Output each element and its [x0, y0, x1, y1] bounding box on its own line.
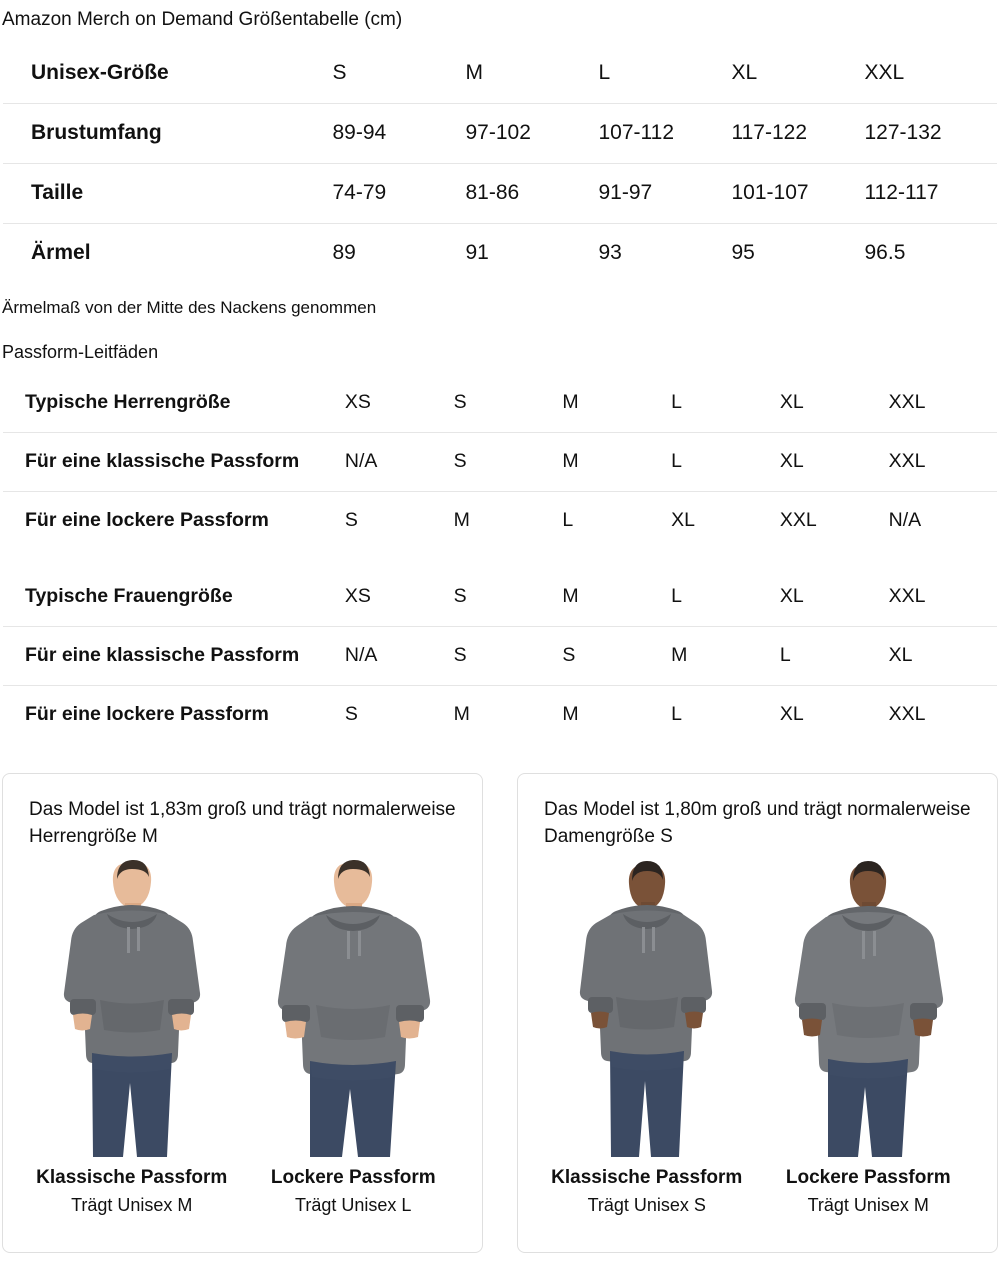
cell: S — [454, 626, 563, 685]
model-card-heading: Das Model ist 1,80m groß und trägt normalerweise Damengröße S — [544, 798, 971, 848]
table-row — [3, 43, 998, 103]
figure-label-classic — [547, 1167, 747, 1216]
cell: XL — [780, 432, 889, 491]
cell: M — [465, 61, 483, 85]
cell: S — [345, 685, 454, 744]
model-card-womens — [517, 773, 998, 1253]
model-figure-female-classic — [552, 857, 742, 1157]
cell: M — [562, 685, 671, 744]
cell: 107-112 — [599, 103, 732, 163]
row-label: Unisex-Größe — [31, 61, 169, 85]
cell: 74-79 — [333, 163, 466, 223]
cell: 93 — [599, 223, 732, 283]
cell: M — [454, 491, 563, 550]
row-label: Typische Frauengröße — [25, 585, 233, 608]
fit-name: Klassische Passform — [551, 1166, 743, 1188]
model-figure-labels — [21, 1167, 464, 1216]
cell: 127-132 — [865, 103, 998, 163]
row-label: Ärmel — [3, 223, 333, 283]
womens-fit-table — [2, 567, 998, 745]
cell: N/A — [345, 432, 454, 491]
model-card-mens — [2, 773, 483, 1253]
row-label: Für eine lockere Passform — [3, 685, 345, 744]
table-row — [3, 626, 998, 685]
table-row — [3, 432, 998, 491]
model-figure-female-relaxed — [773, 857, 963, 1157]
model-figures — [536, 857, 979, 1157]
cell: XL — [889, 626, 998, 685]
cell: M — [562, 585, 579, 608]
model-card-heading: Das Model ist 1,83m groß und trägt normalerweise Herrengröße M — [29, 798, 456, 848]
row-label: Typische Herrengröße — [25, 391, 231, 414]
cell: XS — [344, 585, 371, 608]
figure-label-relaxed — [768, 1167, 968, 1216]
row-label: Taille — [3, 163, 333, 223]
cell: XXL — [780, 491, 889, 550]
model-figures — [21, 857, 464, 1157]
cell: 95 — [732, 223, 865, 283]
cell: 117-122 — [732, 103, 865, 163]
table-row — [3, 103, 998, 163]
cell: L — [671, 432, 780, 491]
cell: S — [453, 391, 467, 414]
cell: S — [345, 491, 454, 550]
cell: M — [562, 391, 579, 414]
cell: S — [453, 585, 467, 608]
model-figure-male-relaxed — [258, 857, 448, 1157]
table-row — [3, 491, 998, 550]
model-figure-male-classic — [37, 857, 227, 1157]
row-label: Für eine lockere Passform — [3, 491, 345, 550]
table-row — [3, 163, 998, 223]
table-spacer — [0, 551, 1000, 567]
cell: XL — [779, 391, 804, 414]
page-title: Amazon Merch on Demand Größentabelle (cm) — [2, 9, 403, 30]
cell: 89-94 — [333, 103, 466, 163]
cell: XXL — [888, 585, 926, 608]
row-label: Brustumfang — [3, 103, 333, 163]
fit-wears: Trägt Unisex L — [295, 1194, 412, 1215]
cell: XL — [780, 685, 889, 744]
cell: 112-117 — [865, 163, 998, 223]
cell: XS — [344, 391, 371, 414]
cell: XXL — [888, 391, 926, 414]
cell: XXL — [864, 61, 905, 85]
figure-label-relaxed — [253, 1167, 453, 1216]
fit-wears: Trägt Unisex S — [587, 1194, 706, 1215]
row-label: Für eine klassische Passform — [3, 626, 345, 685]
cell: S — [454, 432, 563, 491]
cell: M — [454, 685, 563, 744]
cell: L — [671, 391, 683, 414]
cell: XL — [671, 491, 780, 550]
model-figure-labels — [536, 1167, 979, 1216]
table-row — [3, 685, 998, 744]
cell: 91 — [466, 223, 599, 283]
fit-wears: Trägt Unisex M — [71, 1194, 193, 1215]
unisex-size-table — [2, 43, 998, 284]
cell: L — [562, 491, 671, 550]
fit-name: Klassische Passform — [36, 1166, 228, 1188]
cell: L — [598, 61, 611, 85]
fit-name: Lockere Passform — [785, 1166, 951, 1188]
cell: M — [562, 432, 671, 491]
cell: 96.5 — [865, 223, 998, 283]
cell: 91-97 — [599, 163, 732, 223]
cell: L — [671, 585, 683, 608]
cell: M — [671, 626, 780, 685]
cell: 97-102 — [466, 103, 599, 163]
cell: S — [562, 626, 671, 685]
cell: XXL — [889, 432, 998, 491]
cell: XL — [731, 61, 758, 85]
cell: N/A — [345, 626, 454, 685]
fit-name: Lockere Passform — [270, 1166, 436, 1188]
table-row — [3, 223, 998, 283]
fit-wears: Trägt Unisex M — [807, 1194, 929, 1215]
row-label: Für eine klassische Passform — [3, 432, 345, 491]
sleeve-measurement-note: Ärmelmaß von der Mitte des Nackens genommen — [2, 297, 377, 317]
model-cards — [2, 773, 998, 1253]
cell: 101-107 — [732, 163, 865, 223]
fit-guides-title: Passform-Leitfäden — [2, 341, 159, 362]
cell: XL — [779, 585, 804, 608]
cell: 89 — [333, 223, 466, 283]
mens-fit-table — [2, 373, 998, 551]
cell: L — [780, 626, 889, 685]
figure-label-classic — [32, 1167, 232, 1216]
cell: S — [332, 61, 347, 85]
cell: 81-86 — [466, 163, 599, 223]
table-row — [3, 567, 998, 626]
cell: XXL — [889, 685, 998, 744]
cell: L — [671, 685, 780, 744]
table-row — [3, 373, 998, 432]
cell: N/A — [889, 491, 998, 550]
